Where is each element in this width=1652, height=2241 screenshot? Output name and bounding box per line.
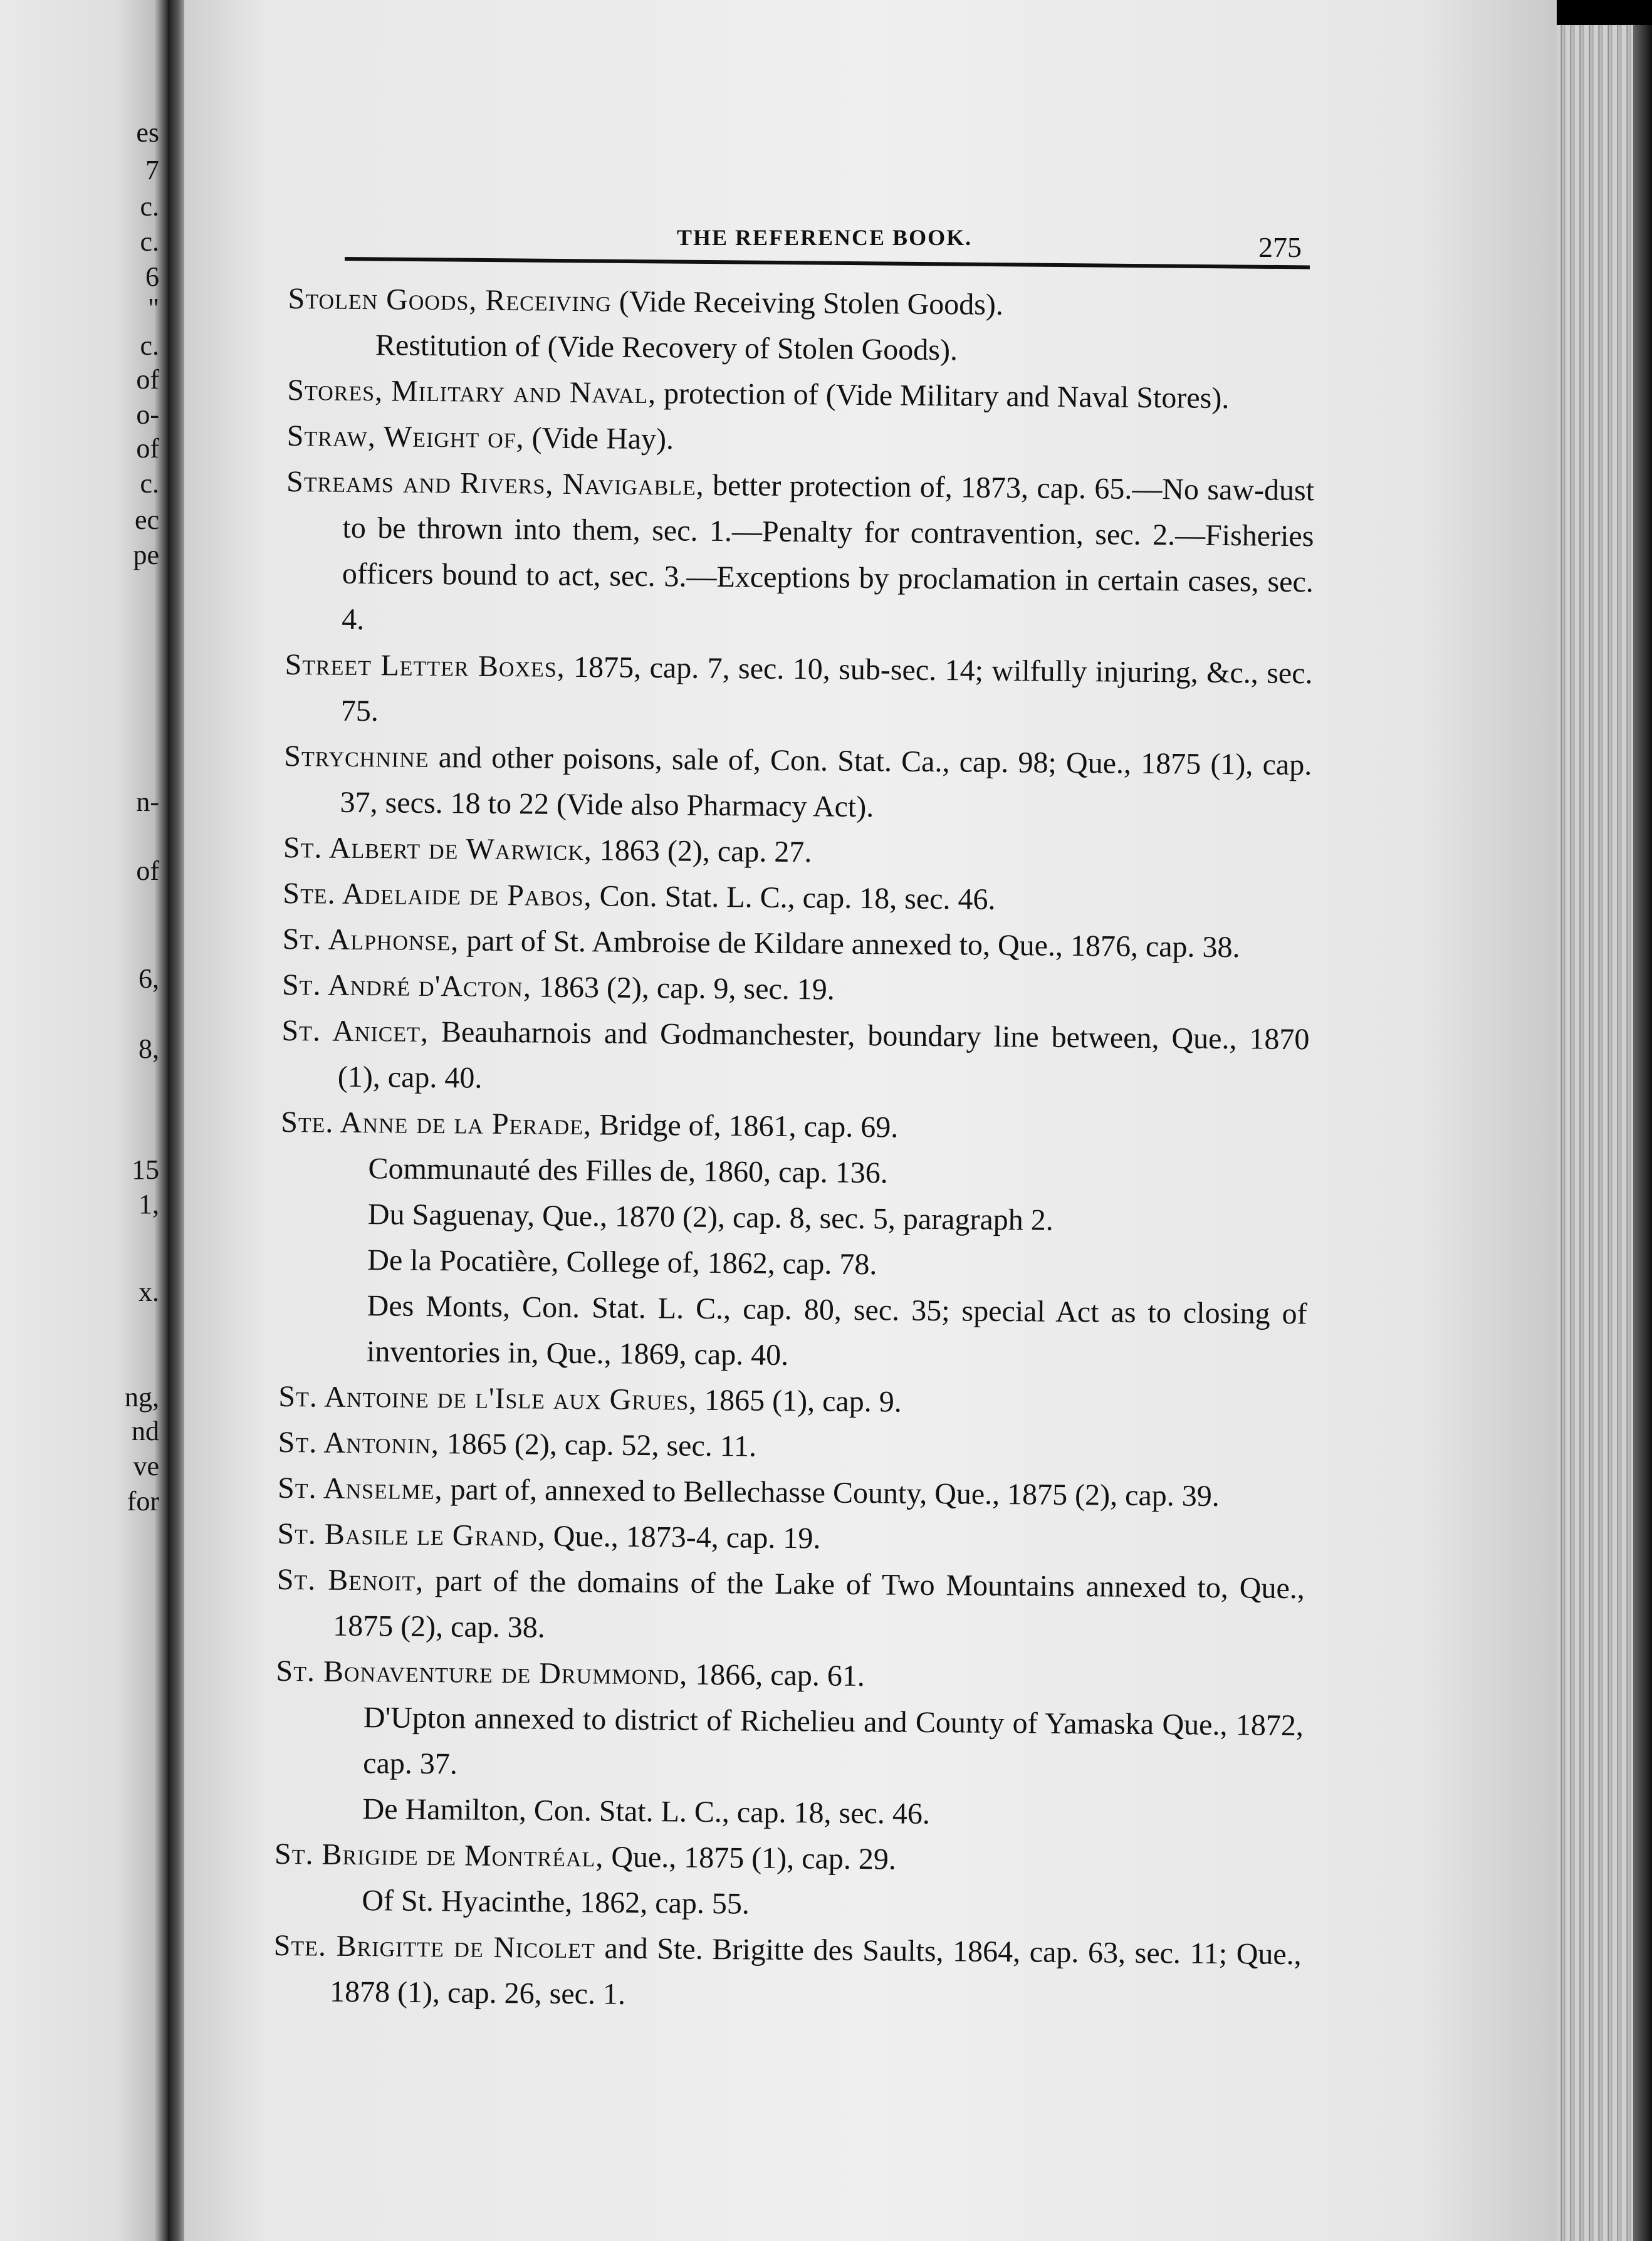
- index-subentry: De Hamilton, Con. Stat. L. C., cap. 18, sec. 46.: [362, 1792, 931, 1831]
- left-page-fragment: ": [148, 293, 159, 323]
- index-entry: [281, 1008, 1310, 1108]
- entry-text: 1865 (2), cap. 52, sec. 11.: [439, 1427, 757, 1463]
- index-entry: [283, 733, 1312, 833]
- entry-text: part of St. Ambroise de Kildare annexed to, Que., 1876, cap. 38.: [459, 924, 1240, 964]
- entry-text: and other poisons, sale of, Con. Stat. Ca., cap. 98; Que., 1875 (1), cap. 37, secs. 18 to 22 (Vide also Pharmacy Act).: [340, 740, 1312, 824]
- page-edges: [1557, 25, 1652, 2241]
- index-entry: [285, 642, 1313, 742]
- entry-heading: St. Antoine de l'Isle aux Grues,: [278, 1379, 698, 1417]
- entry-heading: Ste. Anne de la Perade,: [280, 1105, 592, 1142]
- entry-text: (Vide Receiving Stolen Goods).: [611, 285, 1004, 321]
- entry-heading: Streams and Rivers, Navigable,: [286, 464, 704, 502]
- left-page-fragment: c.: [140, 468, 159, 499]
- entry-heading: Stolen Goods, Receiving: [288, 281, 612, 318]
- entry-heading: Street Letter Boxes,: [285, 647, 565, 684]
- left-page-fragment: 1,: [139, 1189, 159, 1220]
- entry-heading: St. Brigide de Montréal,: [274, 1837, 604, 1874]
- entry-text: and Ste. Brigitte des Saults, 1864, cap. 63, sec. 11; Que., 1878 (1), cap. 26, sec. 1.: [329, 1931, 1302, 2011]
- index-entries: [273, 276, 1316, 2023]
- entry-heading: St. Alphonse,: [282, 922, 459, 958]
- entry-text: part of the domains of the Lake of Two Mountains annexed to, Que., 1875 (2), cap. 38.: [332, 1564, 1305, 1644]
- left-page-fragment: es: [136, 117, 159, 148]
- index-subentry: Du Saguenay, Que., 1870 (2), cap. 8, sec. 5, paragraph 2.: [367, 1198, 1054, 1237]
- entry-text: 1865 (1), cap. 9.: [696, 1383, 902, 1419]
- entry-text: 1863 (2), cap. 27.: [592, 833, 812, 869]
- left-page-fragment: for: [127, 1486, 159, 1517]
- entry-text: Con. Stat. L. C., cap. 18, sec. 46.: [592, 879, 996, 916]
- entry-heading: Straw, Weight of,: [286, 419, 525, 455]
- entry-heading: St. Basile le Grand,: [277, 1517, 546, 1553]
- entry-text: part of, annexed to Bellechasse County, Que., 1875 (2), cap. 39.: [442, 1473, 1220, 1513]
- entry-heading: Ste. Brigitte de Nicolet: [273, 1928, 596, 1965]
- index-subentry: Communauté des Filles de, 1860, cap. 136.: [368, 1152, 888, 1190]
- index-subentry: De la Pocatière, College of, 1862, cap. 78.: [367, 1243, 877, 1282]
- left-page-fragment: of: [136, 364, 159, 395]
- running-head: THE REFERENCE BOOK.: [677, 225, 973, 250]
- entry-heading: St. Antonin,: [278, 1425, 440, 1461]
- left-page-fragment: x.: [139, 1277, 159, 1307]
- left-page-fragment: c.: [140, 191, 159, 222]
- left-page-fragment: pe: [133, 540, 159, 570]
- left-page-fragment: c.: [140, 226, 159, 257]
- left-page-fragment: 15: [132, 1154, 159, 1185]
- index-subentry: Des Monts, Con. Stat. L. C., cap. 80, sec. 35; special Act as to closing of inventories in, Que., 1869, cap. 40.: [366, 1289, 1307, 1372]
- left-page-fragment: 6,: [139, 963, 159, 994]
- left-page-fragment: c.: [140, 330, 159, 361]
- entry-heading: St. Anselme,: [277, 1471, 443, 1507]
- left-facing-page: [0, 0, 168, 2241]
- index-subentry: Of St. Hyacinthe, 1862, cap. 55.: [362, 1884, 750, 1921]
- index-entry: [276, 1557, 1305, 1657]
- left-page-fragment: of: [136, 433, 159, 464]
- left-page-fragment: o-: [136, 399, 159, 430]
- entry-text: 1866, cap. 61.: [687, 1658, 865, 1693]
- entry-text: 1875, cap. 7, sec. 10, sub-sec. 14; wilfully injuring, &c., sec. 75.: [340, 650, 1313, 728]
- entry-text: Que., 1873-4, cap. 19.: [545, 1519, 821, 1555]
- entry-text: Beauharnois and Godmanchester, boundary line between, Que., 1870 (1), cap. 40.: [337, 1015, 1310, 1095]
- entry-heading: St. Benoit,: [276, 1562, 424, 1597]
- left-page-fragment: 6: [145, 261, 159, 292]
- page-number: 275: [1258, 231, 1302, 263]
- entry-heading: Ste. Adelaide de Pabos,: [283, 876, 592, 913]
- left-page-fragment: 8,: [139, 1033, 159, 1064]
- entry-heading: Stores, Military and Naval,: [287, 373, 657, 410]
- entry-text: Bridge of, 1861, cap. 69.: [591, 1108, 899, 1144]
- index-entry: [273, 1923, 1302, 2023]
- left-page-fragment: of: [136, 855, 159, 886]
- index-entry: [285, 459, 1314, 650]
- entry-text: 1863 (2), cap. 9, sec. 19.: [531, 970, 835, 1006]
- index-subentry: Restitution of (Vide Recovery of Stolen Goods).: [375, 328, 958, 367]
- left-page-fragment: n-: [136, 786, 159, 817]
- entry-heading: St. Albert de Warwick,: [283, 830, 593, 867]
- entry-heading: St. Anicet,: [281, 1013, 429, 1048]
- entry-text: better protection of, 1873, cap. 65.—No saw-dust to be thrown into them, sec. 1.—Penalty for contravention, sec. 2.—Fisheries officers bound to act, sec. 3.—Exceptions by proclamation in certain cases, sec. 4.: [341, 468, 1315, 637]
- entry-text: Que., 1875 (1), cap. 29.: [604, 1840, 897, 1876]
- left-page-fragment: nd: [132, 1416, 159, 1446]
- index-subentry: D'Upton annexed to district of Richelieu and County of Yamaska Que., 1872, cap. 37.: [363, 1701, 1304, 1781]
- left-page-fragment: 7: [145, 155, 159, 185]
- entry-heading: Strychnine: [284, 739, 429, 774]
- left-page-fragment: ec: [134, 504, 159, 535]
- book-gutter: [168, 0, 184, 2241]
- entry-text: protection of (Vide Military and Naval Stores).: [656, 377, 1230, 415]
- entry-heading: St. Bonaventure de Drummond,: [276, 1654, 688, 1691]
- entry-text: (Vide Hay).: [524, 421, 674, 456]
- left-page-fragment: ng,: [125, 1382, 159, 1413]
- entry-heading: St. André d'Acton,: [281, 968, 532, 1004]
- left-page-fragment: ve: [133, 1451, 159, 1481]
